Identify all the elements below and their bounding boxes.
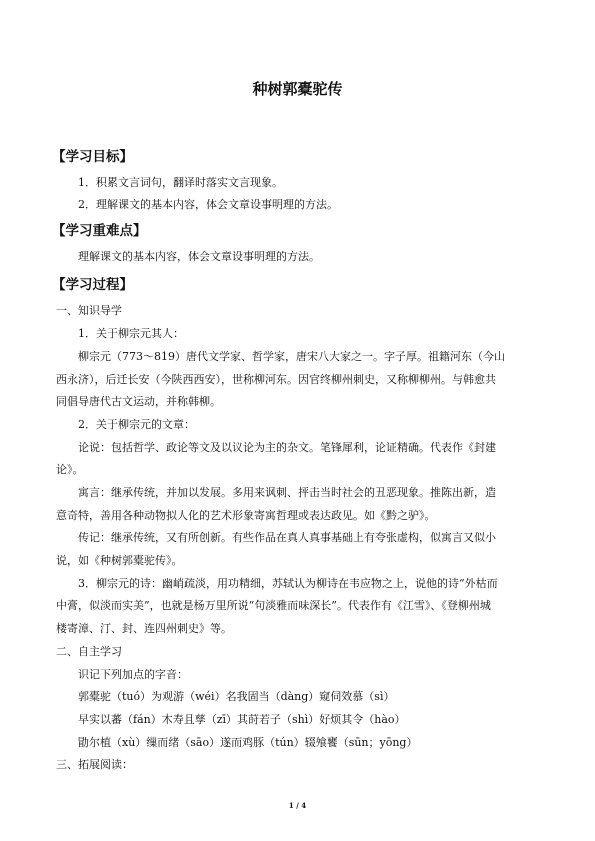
p1-line-3: 同倡导唐代古文运动，并称韩柳。 bbox=[56, 395, 221, 408]
part-3-heading: 三、拓展阅读： bbox=[56, 758, 133, 771]
part-1-heading: 一、知识导学 bbox=[56, 304, 122, 317]
p3-line-1: 3．柳宗元的诗：幽峭疏淡，用功精细，苏轼认为柳诗在韦应物之上，说他的诗“外枯而 bbox=[78, 577, 498, 590]
p1-line-2: 西永济），后迁长安（今陕西西安），世称柳河东。因官终柳州刺史，又称柳柳州。与韩愈共 bbox=[56, 373, 496, 386]
p2-line-4: 意奇特，善用各种动物拟人化的艺术形象寄寓哲理或表达政见。如《黔之驴》。 bbox=[56, 509, 436, 522]
p2-line-3: 寓言：继承传统，并加以发展。多用来讽刺、抨击当时社会的丑恶现象。推陈出新，造 bbox=[78, 486, 496, 499]
self-study-line-3: 勖尔植（xù）缫而绪（sāo）遂而鸡豚（tún）辍飧饔（sūn；yōng） bbox=[78, 736, 418, 749]
p2-heading: 2．关于柳宗元的文章： bbox=[78, 418, 195, 431]
p2-line-2: 论》。 bbox=[56, 463, 84, 476]
key-points-text: 理解课文的基本内容，体会文章设事明理的方法。 bbox=[78, 250, 320, 263]
p1-line-1: 柳宗元（773～819）唐代文学家、哲学家，唐宋八大家之一。字子厚。祖籍河东（今山 bbox=[78, 350, 505, 363]
self-study-heading: 识记下列加点的字音： bbox=[78, 668, 188, 681]
p3-line-3: 楼寄漳、汀、封、连四州刺史》等。 bbox=[56, 622, 232, 635]
part-2-heading: 二、自主学习 bbox=[56, 645, 122, 658]
p1-heading: 1．关于柳宗元其人： bbox=[78, 327, 184, 340]
self-study-line-2: 早实以蕃（fán）木寿且孳（zī）其莳若子（shì）好烦其令（hào） bbox=[78, 713, 406, 726]
p2-line-5: 传记：继承传统，又有所创新。有些作品在真人真事基础上有夸张虚构，似寓言又似小 bbox=[78, 531, 496, 544]
key-points-heading: 【学习重难点】 bbox=[52, 223, 147, 239]
p3-line-2: 中膏，似淡而实美”，也就是杨万里所说“句淡雅而味深长”。代表作有《江雪》、《登柳州城 bbox=[56, 599, 491, 612]
document-title: 种树郭橐驼传 bbox=[252, 80, 343, 98]
self-study-line-1: 郭橐驼（tuó）为观游（wéi）名我固当（dàng）窥伺效慕（sì） bbox=[78, 690, 395, 703]
page-number: 1 / 4 bbox=[288, 801, 307, 810]
goal-2: 2．理解课文的基本内容，体会文章设事明理的方法。 bbox=[78, 198, 338, 211]
p2-line-6: 说，如《种树郭橐驼传》。 bbox=[56, 554, 183, 567]
p2-line-1: 论说：包括哲学、政论等文及以议论为主的杂文。笔锋犀利，论证精确。代表作《封建 bbox=[78, 441, 496, 454]
learning-goals-heading: 【学习目标】 bbox=[52, 149, 133, 165]
learning-process-heading: 【学习过程】 bbox=[52, 277, 133, 293]
goal-1: 1．积累文言词句，翻译时落实文言现象。 bbox=[78, 176, 283, 189]
